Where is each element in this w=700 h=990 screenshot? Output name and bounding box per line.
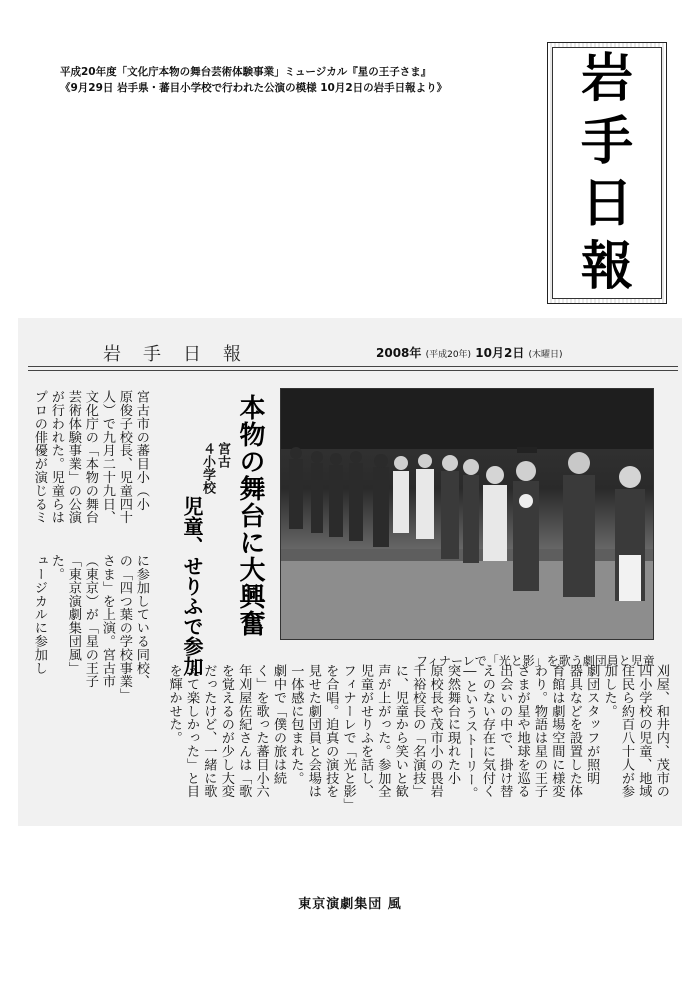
date-era: (平成20年) (425, 350, 472, 360)
article-text-column: 育館は劇場空間に様変 (549, 664, 565, 798)
article-text-column: 人）で九月二十九日、 (99, 390, 115, 524)
article-text-column: さま」を上演。宮古市 (99, 554, 115, 688)
article-text-column: えのない存在に気付く (479, 664, 495, 798)
photo-caption: フィナーレで「光と影」を歌う劇団員と児童 (416, 654, 655, 668)
date-weekday: (木曜日) (528, 350, 563, 360)
article-text-column: （東京）が「星の王子 (82, 554, 98, 688)
article-text-column: の「四つ葉の学校事業」 (116, 554, 132, 702)
clipping-masthead: 岩手日報 (103, 344, 263, 365)
article-text-column: 原校長や茂市小の畏岩 (427, 664, 443, 798)
article-text-column: に参加している同校、 (133, 554, 149, 688)
article-location-tag-1: 宮古 (215, 442, 230, 468)
article-text-column: が行われた。児童らは (48, 390, 64, 524)
article-subhead: 児童、せりふで参加 (180, 496, 204, 676)
article-text-column: 文化庁の「本物の舞台 (82, 390, 98, 524)
article-text-column: 見せた劇団員と会場は (305, 664, 321, 798)
newspaper-logo-inner (552, 47, 662, 299)
article-text-column: ュージカルに参加し (31, 554, 47, 675)
article-text-column: わり。物語は星の王子 (531, 664, 547, 798)
caption-line-1: 平成20年度「文化庁本物の舞台芸術体験事業」ミュージカル『星の王子さま』 (60, 66, 432, 78)
article-location-tag-2: ４小学校 (200, 442, 215, 494)
caption-line-2: 《9月29日 岩手県・蕃目小学校で行われた公演の模様 10月2日の岩手日報より》 (60, 82, 448, 94)
newspaper-logo (547, 42, 667, 304)
article-text-column: えて楽しかった」と目 (183, 664, 199, 798)
article-text-column: 宮古市の蕃目小（小 (133, 390, 149, 511)
article-text-column: 刈屋、和井内、茂市の (653, 664, 669, 798)
article-text-column: 劇団スタッフが照明 (584, 664, 600, 785)
article-text-column: 住民ら約百八十人が参 (618, 664, 634, 798)
article-text-column: た。 (48, 554, 64, 581)
logo-char: 手 (580, 110, 633, 172)
article-text-column: 声が上がった。参加全 (375, 664, 391, 798)
troupe-name: 東京演劇集団 風 (298, 897, 402, 912)
article-text-column: 一体感に包まれた。 (288, 664, 304, 785)
date-year: 2008年 (376, 346, 422, 360)
newspaper-clipping (18, 318, 682, 826)
article-text-column: プロの俳優が演じるミ (31, 390, 47, 524)
article-text-column: 加した。 (601, 664, 617, 718)
article-text-column: 「東京演劇集団風」 (65, 554, 81, 675)
article-text-column: 児童がせりふを話し、 (357, 664, 373, 798)
article-text-column: を合唱。迫真の演技を (323, 664, 339, 798)
article-photo (280, 388, 654, 640)
clipping-dateline (376, 344, 563, 361)
logo-char: 岩 (580, 48, 633, 110)
stage-photo-graphic (281, 389, 653, 639)
article-text-column: 年刈屋佐紀さんは「歌 (236, 664, 252, 798)
masthead-rule (28, 366, 678, 371)
article-text-column: く」を歌った蕃目小六 (253, 664, 269, 798)
article-text-column: 千裕校長の「名演技」 (410, 664, 426, 798)
article-text-column: を覚えるのが少し大変 (218, 664, 234, 798)
article-text-column: 器具などを設置した体 (566, 664, 582, 798)
logo-char: 報 (580, 235, 633, 297)
article-text-column: さまが星や地球を巡る (514, 664, 530, 798)
page-caption (60, 64, 540, 96)
article-text-column: ―というストーリー。 (462, 664, 478, 800)
article-text-column: 芸術体験事業」の公演 (65, 390, 81, 524)
article-text-column: 劇中で「僕の旅は続 (270, 664, 286, 785)
article-text-column: を輝かせた。 (166, 664, 182, 745)
article-text-column: フィナーレで「光と影」 (340, 664, 356, 812)
article-text-column: 四小学校の児童、地域 (636, 664, 652, 798)
article-text-column: 突然舞台に現れた小 (444, 664, 460, 785)
article-text-column: 出会いの中で、掛け替 (497, 664, 513, 798)
article-text-column: に、児童から笑いと歓 (392, 664, 408, 798)
article-headline: 本物の舞台に大興奮 (235, 394, 265, 637)
article-text-column: 原俊子校長、児童四十 (116, 390, 132, 524)
article-text-column: だったけど、一緒に歌 (201, 664, 217, 798)
logo-char: 日 (580, 173, 633, 235)
date-day: 10月2日 (475, 346, 525, 360)
